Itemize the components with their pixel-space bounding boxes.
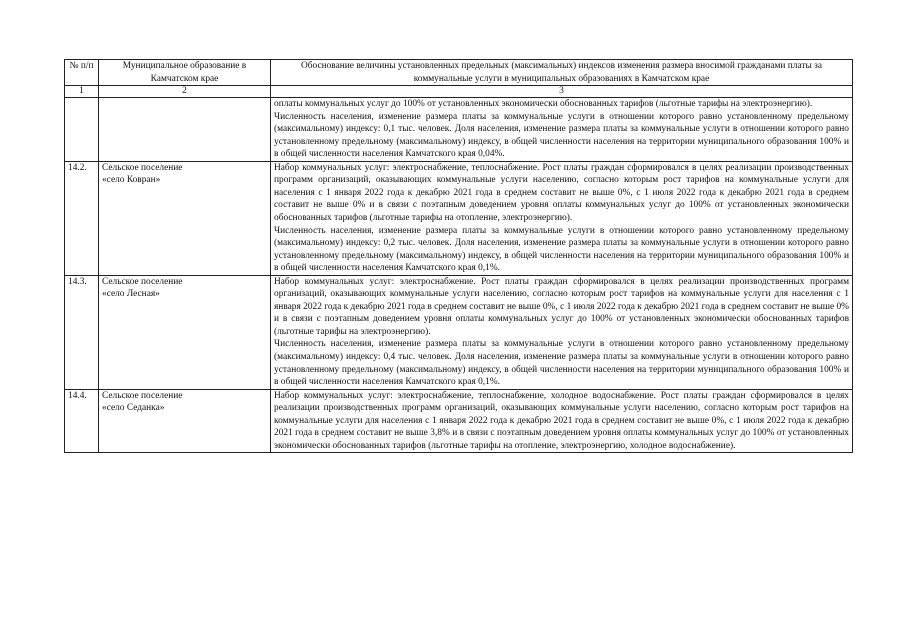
header-number: № п/п <box>65 60 99 86</box>
justification-cell <box>271 161 853 275</box>
table-row <box>65 275 853 389</box>
justification-paragraph: Набор коммунальных услуг: электроснабжение, теплоснабжение, холодное водоснабжение. Рост платы граждан сформировался в целях реализации производственных программ организаций, оказывающих коммунальные услуги населению, согласно которым рост тарифов на коммунальные услуги для населения с 1 января 2022 года к декабрю 2021 года в среднем составит не выше 0%, с 1 июля 2022 года к декабрю 2021 года в среднем составит не выше 3,8% и в связи с поэтапным доведением уровня оплаты коммунальных услуг до 100% от установленных экономически обоснованных тарифов (льготные тарифы на отопление, электроэнергию, холодное водоснабжение). <box>274 390 849 451</box>
justification-paragraph: оплаты коммунальных услуг до 100% от установленных экономически обоснованных тарифов (льготные тарифы на электроэнергию). <box>274 99 813 110</box>
population-paragraph: Численность населения, изменение размера платы за коммунальные услуги в отношении которого равно установленному предельному (максимальному) индексу: 0,1 тыс. человек. Доля населения, изменение размера платы за коммунальные услуги в отношении которого равно установленному предельному (максимальному) индексу, в общей численности населения на территории муниципального образования 100% и в общей численности населения Камчатского края 0,04%. <box>274 111 849 160</box>
justification-paragraph: Набор коммунальных услуг: электроснабжение, теплоснабжение. Рост платы граждан сформировался в целях реализации производственных программ организаций, оказывающих коммунальные услуги населению, согласно которым рост тарифов на коммунальные услуги для населения с 1 января 2022 года к декабрю 2021 года в среднем составит не выше 0%, с 1 июля 2022 года к декабрю 2021 года в среднем составит не выше 0% и в связи с поэтапным доведением уровня оплаты коммунальных услуг до 100% от установленных экономически обоснованных тарифов (льготные тарифы на отопление, электроэнергию). <box>274 162 849 224</box>
justification-cell <box>271 98 853 162</box>
municipality-type: Сельское поселение <box>102 162 183 173</box>
municipality-name: «село Ковран» <box>102 175 161 186</box>
row-number <box>65 98 99 162</box>
municipality-cell <box>99 161 271 275</box>
table-row <box>65 389 853 453</box>
tariff-justification-table <box>64 59 853 453</box>
header-justification: Обоснование величины установленных предельных (максимальных) индексов изменения размера вносимой гражданами платы за коммунальные услуги в муниципальных образованиях в Камчатском крае <box>271 60 853 86</box>
municipality-cell <box>99 275 271 389</box>
municipality-type: Сельское поселение <box>102 390 183 401</box>
municipality-cell <box>99 98 271 162</box>
row-number: 14.4. <box>65 389 99 453</box>
column-number-1: 1 <box>65 86 99 98</box>
table-header-row <box>65 60 853 86</box>
population-paragraph: Численность населения, изменение размера платы за коммунальные услуги в отношении которого равно установленному предельному (максимальному) индексу: 0,4 тыс. человек. Доля населения, изменение размера платы за коммунальные услуги в отношении которого равно установленному предельному (максимальному) индексу, в общей численности населения на территории муниципального образования 100% и в общей численности населения Камчатского края 0,1%. <box>274 339 849 388</box>
municipality-type: Сельское поселение <box>102 276 183 287</box>
justification-cell <box>271 275 853 389</box>
table-row <box>65 98 853 162</box>
table-row <box>65 161 853 275</box>
justification-cell <box>271 389 853 453</box>
municipality-cell <box>99 389 271 453</box>
column-number-2: 2 <box>99 86 271 98</box>
justification-paragraph: Набор коммунальных услуг: электроснабжение. Рост платы граждан сформировался в целях реализации производственных программ организаций, оказывающих коммунальные услуги населению, согласно которым рост тарифов на коммунальные услуги для населения с 1 января 2022 года к декабрю 2021 года в среднем составит не выше 0%, с 1 июля 2022 года к декабрю 2021 года в среднем составит не выше 0% и в связи с поэтапным доведением уровня оплаты коммунальных услуг до 100% от установленных экономически обоснованных тарифов (льготные тарифы на электроэнергию). <box>274 276 849 337</box>
column-number-3: 3 <box>271 86 853 98</box>
municipality-name: «село Лесная» <box>102 289 160 300</box>
column-number-row <box>65 86 853 98</box>
header-municipality: Муниципальное образование в Камчатском крае <box>99 60 271 86</box>
municipality-name: «село Седанка» <box>102 403 165 414</box>
row-number: 14.3. <box>65 275 99 389</box>
row-number: 14.2. <box>65 161 99 275</box>
population-paragraph: Численность населения, изменение размера платы за коммунальные услуги в отношении которого равно установленному предельному (максимальному) индексу: 0,2 тыс. человек. Доля населения, изменение размера платы за коммунальные услуги в отношении которого равно установленному предельному (максимальному) индексу, в общей численности населения на территории муниципального образования 100% и в общей численности населения Камчатского края 0,1%. <box>274 225 849 274</box>
